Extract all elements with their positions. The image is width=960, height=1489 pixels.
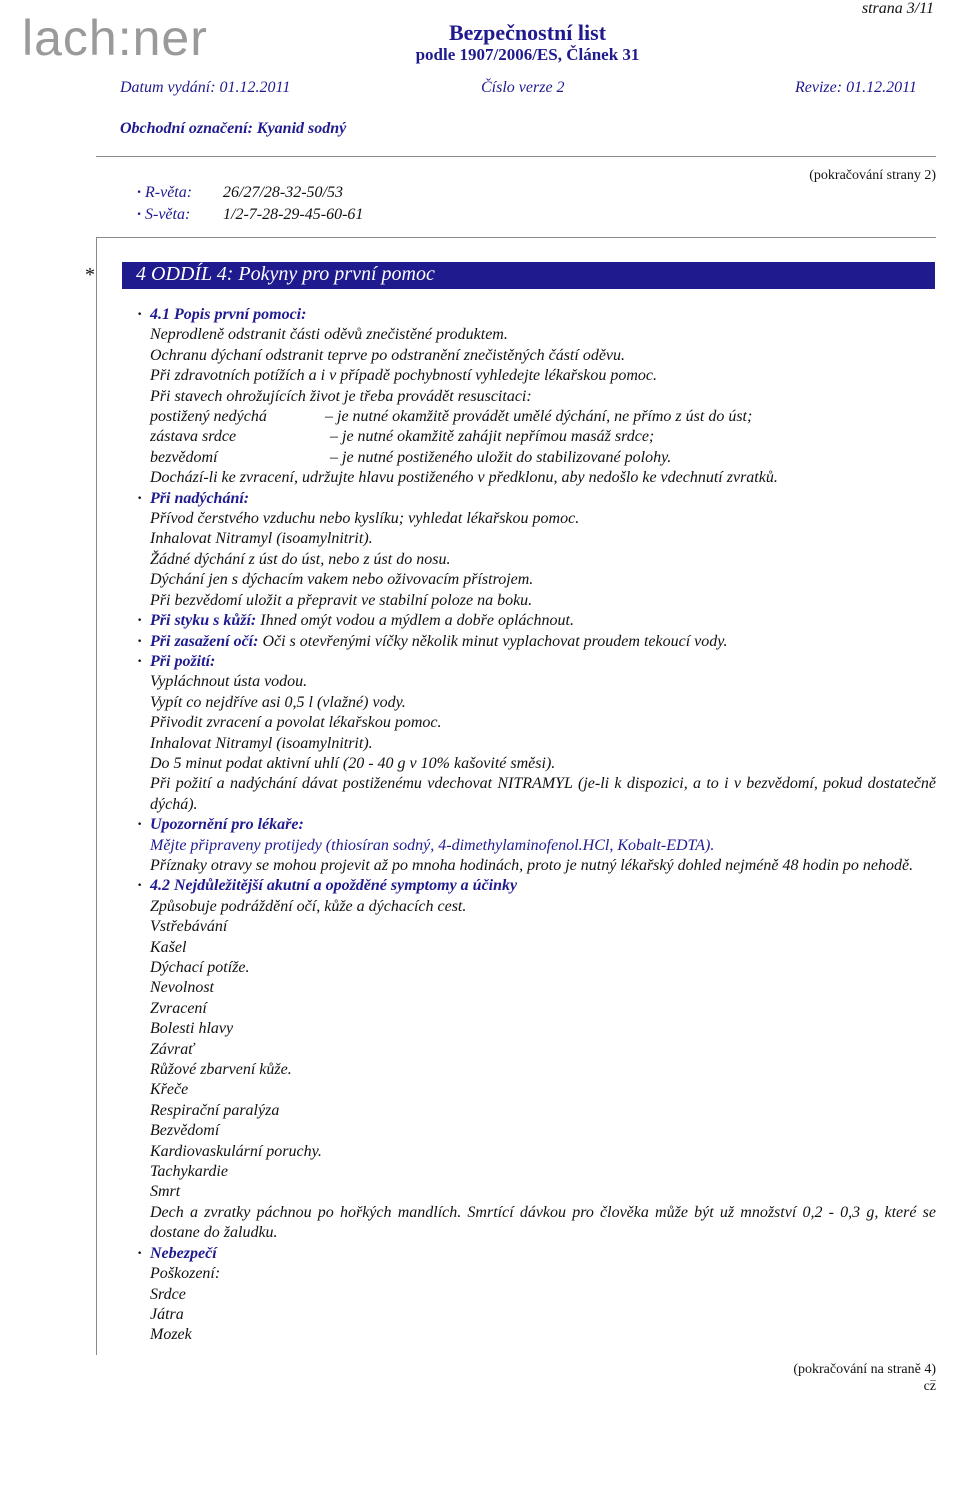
hazard-item: Mozek	[150, 1326, 192, 1344]
ingestion-line: Vypláchnout ústa vodou.	[150, 673, 308, 691]
symptom-item: Kardiovaskulární poruchy.	[150, 1142, 322, 1160]
inhalation-line: Inhalovat Nitramyl (isoamylnitrit).	[150, 530, 373, 548]
continued-to: (pokračování na straně 4)	[793, 1362, 936, 1377]
condition-state: postižený nedýchá	[150, 408, 267, 426]
condition-action: – je nutné okamžitě provádět umělé dýchání, ne přímo z úst do úst;	[325, 408, 753, 426]
company-logo: lach:ner	[22, 10, 208, 66]
symptom-item: Způsobuje podráždění očí, kůže a dýchacích cest.	[150, 897, 467, 915]
skin-contact: · Při styku s kůží: Ihned omýt vodou a mýdlem a dobře opláchnout.	[137, 612, 574, 630]
condition-row	[150, 427, 936, 447]
inhalation-line: Při bezvědomí uložit a přepravit ve stabilní poloze na boku.	[150, 591, 533, 609]
document-subtitle: podle 1907/2006/ES, Článek 31	[415, 45, 640, 64]
symptom-item: Závrať	[150, 1040, 195, 1058]
symptom-item: Smrt	[150, 1183, 181, 1201]
section-4-content	[137, 305, 936, 1346]
inhalation-line: Přívod čerstvého vzduchu nebo kyslíku; vyhledat lékařskou pomoc.	[150, 510, 580, 528]
ingestion-heading: · Při požití:	[137, 652, 216, 670]
s41-line: Při stavech ohrožujících život je třeba provádět resuscitaci:	[150, 387, 532, 405]
section-4-header	[122, 262, 935, 289]
observation-note: Příznaky otravy se mohou projevit až po mnoha hodinách, proto je nutný lékařský dohled nejméně 48 hodin po nehodě.	[150, 856, 914, 874]
condition-row	[150, 407, 936, 427]
symptom-item: Bezvědomí	[150, 1122, 220, 1140]
header-divider	[96, 156, 936, 157]
s41-line: Neprodleně odstranit části oděvů znečistěné produktem.	[150, 326, 508, 344]
condition-action: – je nutné okamžitě zahájit nepřímou masáž srdce;	[330, 428, 655, 446]
condition-state: zástava srdce	[150, 428, 237, 446]
revision-date: Revize: 01.12.2011	[795, 79, 917, 96]
symptom-item: Tachykardie	[150, 1163, 228, 1181]
symptom-item: Nevolnost	[150, 979, 214, 997]
ingestion-nitramyl-note: Při požití a nadýchání dávat postiženému vdechovat NITRAMYL (je-li k dispozici, a to i v bezvědomí, pokud dostatečně dýchá).	[150, 775, 936, 813]
ingestion-line: Přivodit zvracení a povolat lékařskou pomoc.	[150, 714, 442, 732]
symptom-item: Křeče	[150, 1081, 189, 1099]
condition-state: bezvědomí	[150, 448, 218, 466]
section-divider	[96, 237, 936, 238]
inhalation-heading: · Při nadýchání:	[137, 489, 250, 507]
antidote-note: Mějte připraveny protijedy (thiosíran sodný, 4-dimethylaminofenol.HCl, Kobalt-EDTA).	[150, 836, 715, 854]
s-phrase-value: 1/2-7-28-29-45-60-61	[223, 206, 364, 223]
symptom-item: Kašel	[150, 938, 187, 956]
s41-line: Ochranu dýchaní odstranit teprve po odstranění znečistěných částí oděvu.	[150, 346, 626, 364]
s41-line: Při zdravotních potížích a i v případě pochybností vyhledejte lékařskou pomoc.	[150, 367, 657, 385]
inhalation-line: Dýchání jen s dýchacím vakem nebo oživovacím přístrojem.	[150, 571, 534, 589]
document-title: Bezpečnostní list	[448, 20, 607, 45]
condition-action: – je nutné postiženého uložit do stabilizované polohy.	[330, 448, 672, 466]
symptom-item: Dýchací potíže.	[150, 959, 250, 976]
condition-row	[150, 448, 936, 468]
page-number: strana 3/11	[861, 0, 934, 17]
trade-name: Obchodní označení: Kyanid sodný	[120, 120, 347, 137]
symptom-item: Vstřebávání	[150, 918, 228, 936]
revision-marker: *	[85, 264, 95, 286]
section-4-title: 4 ODDÍL 4: Pokyny pro první pomoc	[136, 263, 435, 285]
ingestion-line: Inhalovat Nitramyl (isoamylnitrit).	[150, 734, 373, 752]
eye-contact: · Při zasažení očí: Oči s otevřenými víčky několik minut vyplachovat proudem tekoucí vody.	[137, 632, 728, 650]
symptom-item: Růžové zbarvení kůže.	[150, 1061, 292, 1079]
s-phrase-row	[137, 206, 363, 224]
hazard-item: Játra	[150, 1305, 184, 1323]
s42-heading: · 4.2 Nejdůležitější akutní a opožděné symptomy a účinky	[137, 877, 518, 895]
hazard-item: Srdce	[150, 1285, 186, 1303]
symptom-item: Respirační paralýza	[150, 1101, 280, 1119]
symptom-item: Zvracení	[150, 999, 207, 1017]
vomit-note: Dochází-li ke zvracení, udržujte hlavu postiženého v předklonu, aby nedošlo ke vdechnutí zvratků.	[150, 469, 778, 487]
ingestion-line: Do 5 minut podat aktivní uhlí (20 - 40 g v 10% kašovité směsi).	[150, 754, 556, 772]
hazard-item: Poškození:	[150, 1265, 221, 1283]
symptom-item: Bolesti hlavy	[150, 1020, 234, 1038]
inhalation-line: Žádné dýchání z úst do úst, nebo z úst do nosu.	[150, 550, 451, 568]
version-number: Číslo verze 2	[481, 79, 565, 96]
r-phrase-row	[137, 184, 343, 202]
s-phrase-label: · S-věta:	[137, 206, 191, 223]
lethal-dose-note: Dech a zvratky páchnou po hořkých mandlích. Smrtící dávkou pro člověka může být už množství 0,2 - 0,3 g, které se dostane do žaludku.	[150, 1203, 936, 1242]
doctor-heading: · Upozornění pro lékaře:	[137, 816, 304, 834]
ingestion-line: Vypít co nejdříve asi 0,5 l (vlažné) vody.	[150, 693, 406, 711]
s41-heading: · 4.1 Popis první pomoci:	[137, 306, 307, 323]
r-phrase-value: 26/27/28-32-50/53	[223, 184, 343, 201]
issue-date: Datum vydání: 01.12.2011	[120, 79, 291, 96]
continued-from: (pokračování strany 2)	[809, 168, 936, 183]
margin-rule	[96, 237, 97, 1355]
r-phrase-label: · R-věta:	[137, 184, 193, 201]
hazard-heading: · Nebezpečí	[137, 1244, 217, 1262]
language-code: cz	[923, 1379, 936, 1394]
